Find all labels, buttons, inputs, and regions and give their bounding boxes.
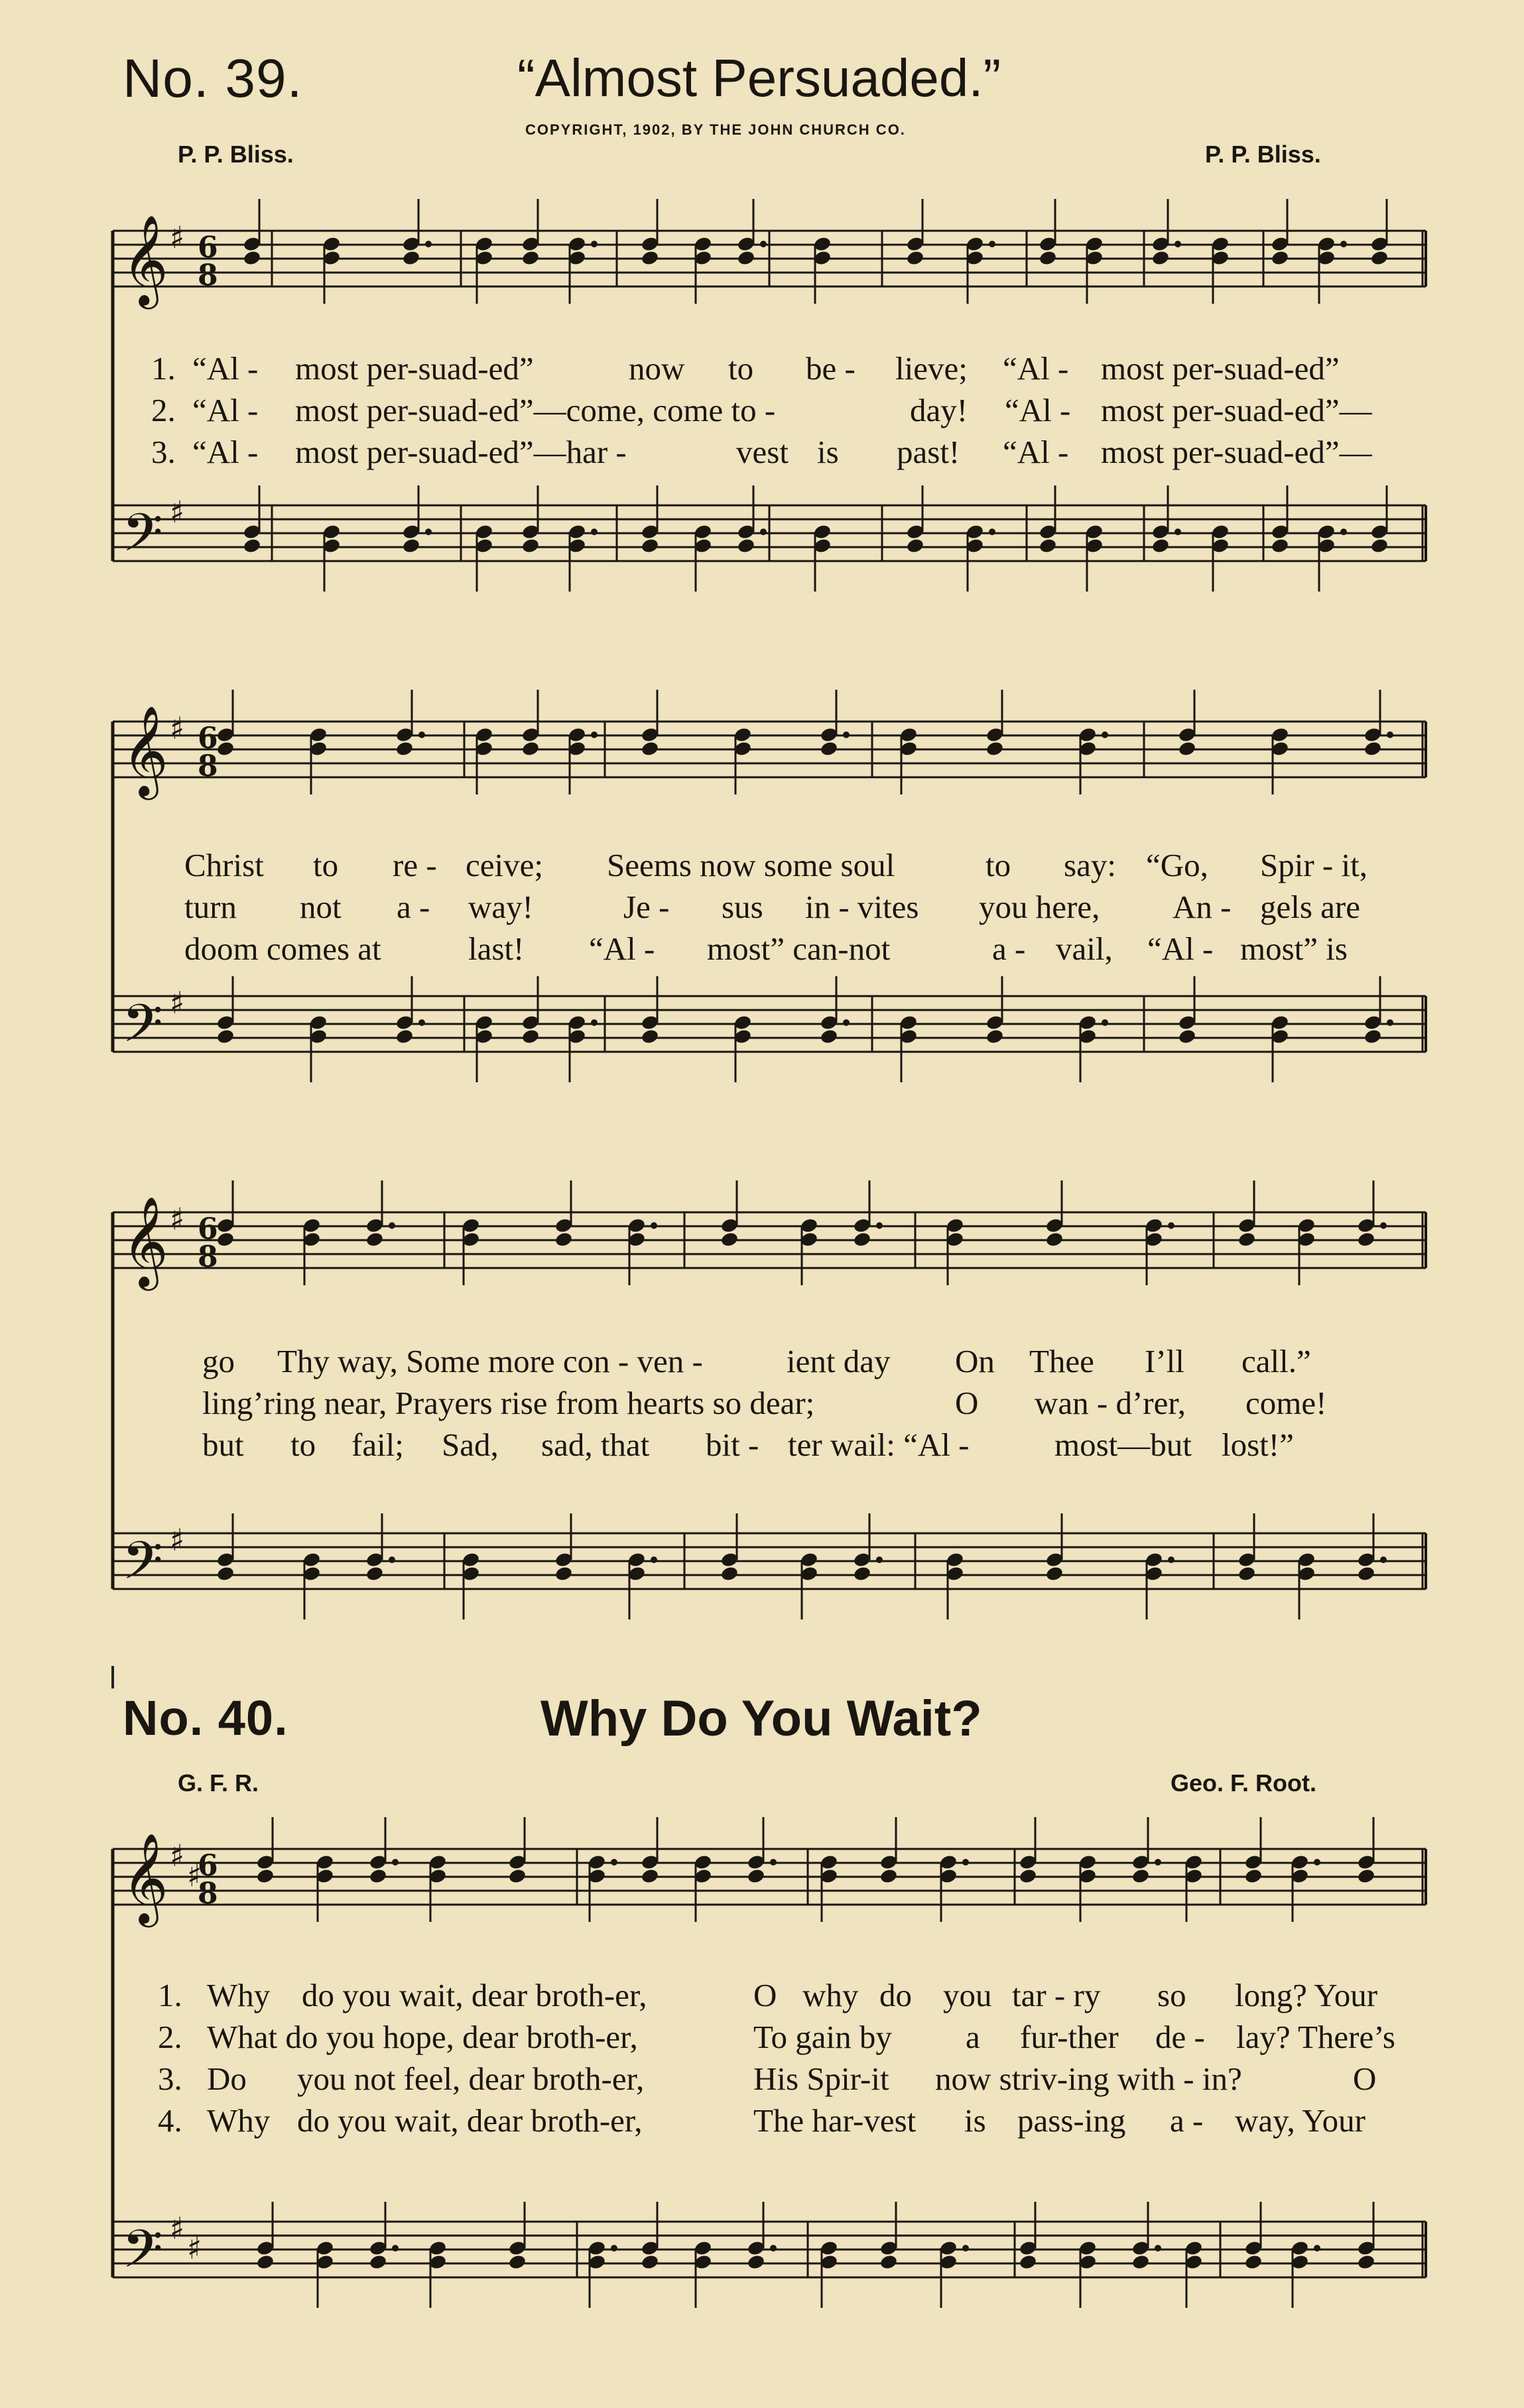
syllable: most per-suad-ed”— [1101, 434, 1372, 470]
note-head [216, 740, 235, 757]
dot [1168, 1556, 1175, 1563]
dot [418, 1019, 425, 1026]
dot [1340, 529, 1347, 535]
note-head [521, 537, 540, 554]
syllable: so [1157, 1977, 1186, 2013]
notes [256, 2202, 1376, 2308]
syllable: I’ll [1145, 1343, 1184, 1379]
syllable: do [879, 1977, 912, 2013]
notes [216, 690, 1393, 794]
syllable: you not feel, dear broth-er, [297, 2060, 645, 2097]
syllable: say: [1064, 847, 1116, 883]
syllable: most—but [1054, 1426, 1192, 1463]
syllable: you here, [979, 889, 1100, 925]
syllable: The har-vest [753, 2102, 917, 2139]
dot [876, 1222, 883, 1229]
note-head [554, 1231, 574, 1247]
note-head [508, 2253, 527, 2270]
note-head [1357, 2253, 1376, 2270]
note-head [1019, 1868, 1038, 1884]
dot [843, 731, 850, 738]
syllable: you [943, 1977, 992, 2013]
time-signature-top: 6 [198, 231, 218, 265]
verse-number: 1. [151, 350, 176, 387]
syllable: most” is [1240, 930, 1348, 967]
syllable: fail; [351, 1426, 404, 1463]
time-signature-bottom: 8 [198, 1877, 218, 1911]
syllable: Why [207, 1977, 271, 2013]
note-head [521, 1028, 540, 1045]
note-head [1039, 537, 1058, 554]
note-head [1271, 249, 1290, 266]
syllable: lay? There’s [1236, 2019, 1395, 2055]
note-head [402, 249, 421, 266]
note-head [853, 1231, 872, 1247]
syllable: ceive; [466, 847, 543, 883]
dot [425, 529, 432, 535]
syllable: not [300, 889, 342, 925]
syllable: bit - [706, 1426, 759, 1463]
time-signature-top: 6 [198, 1849, 218, 1883]
verse-number: 2. [158, 2019, 182, 2055]
syllable: to [290, 1426, 316, 1463]
verse-number: 1. [158, 1977, 182, 2013]
note-head [720, 1565, 739, 1582]
note-head [747, 2253, 766, 2270]
syllable: Thy way, Some more con - ven - [277, 1343, 703, 1379]
syllable: An - [1173, 889, 1232, 925]
sharp-icon: ♯ [170, 220, 185, 255]
dot [389, 1556, 395, 1563]
dot [1314, 1859, 1320, 1866]
syllable: day! [910, 392, 968, 428]
clef-icon: 𝄞 [122, 1832, 168, 1923]
syllable: wan - d’rer, [1035, 1385, 1186, 1421]
syllable: to [313, 847, 339, 883]
dot [591, 529, 598, 535]
note-head [369, 1868, 388, 1884]
syllable: gels are [1260, 889, 1360, 925]
clef-icon: 𝄢 [122, 993, 163, 1067]
dot [1380, 1222, 1387, 1229]
note-head [554, 1565, 574, 1582]
dot [962, 1859, 969, 1866]
note-head [243, 249, 262, 266]
time-signature-top: 6 [198, 722, 218, 755]
syllable: call.” [1241, 1343, 1311, 1379]
syllable: doom comes at [184, 930, 381, 967]
note-head [402, 537, 421, 554]
syllable: fur-ther [1020, 2019, 1119, 2055]
dot [876, 1556, 883, 1563]
dot [843, 1019, 850, 1026]
syllable: most per-suad-ed”—come, come to - [295, 392, 776, 428]
note-head [521, 740, 540, 757]
syllable: do you wait, dear broth-er, [297, 2102, 643, 2139]
sharp-icon: ♯ [170, 1838, 185, 1873]
verse-number: 2. [151, 392, 176, 428]
note-head [1357, 1565, 1376, 1582]
music-credit: P. P. Bliss. [1205, 141, 1321, 168]
syllable: Why [207, 2102, 271, 2139]
syllable: now [629, 350, 685, 387]
note-head [879, 2253, 899, 2270]
note-head [1019, 2253, 1038, 2270]
syllable: “Al - [589, 930, 655, 967]
note-head [1151, 249, 1171, 266]
syllable: most” can-not [707, 930, 891, 967]
sharp-icon: ♯ [170, 985, 185, 1021]
dot [591, 731, 598, 738]
note-head [1178, 1028, 1197, 1045]
syllable: To gain by [753, 2019, 892, 2055]
clef-icon: 𝄞 [122, 704, 168, 796]
syllable: Christ [184, 847, 264, 883]
dot [1102, 1019, 1108, 1026]
note-head [395, 1028, 414, 1045]
clef-icon: 𝄞 [122, 214, 168, 305]
syllable: long? Your [1235, 1977, 1378, 2013]
dot [392, 1859, 399, 1866]
note-head [395, 740, 414, 757]
dot [1380, 1556, 1387, 1563]
note-head [1244, 2253, 1263, 2270]
syllable: last! [468, 930, 525, 967]
note-head [1151, 537, 1171, 554]
music-credit: Geo. F. Root. [1171, 1769, 1316, 1797]
dot [392, 2245, 399, 2251]
note-head [521, 249, 540, 266]
note-head [1364, 1028, 1383, 1045]
dot [962, 2245, 969, 2251]
sharp-icon: ♯ [170, 710, 185, 746]
syllable: do you wait, dear broth-er, [302, 1977, 647, 2013]
notes [243, 485, 1389, 592]
syllable: way! [468, 889, 533, 925]
note-head [906, 249, 925, 266]
notes [243, 199, 1389, 304]
verse-number: 3. [151, 434, 176, 470]
syllable: lost!” [1222, 1426, 1294, 1463]
note-head [1039, 249, 1058, 266]
note-head [906, 537, 925, 554]
note-head [1131, 1868, 1151, 1884]
syllable: vail, [1056, 930, 1113, 967]
dot [760, 529, 767, 535]
dot [770, 2245, 777, 2251]
dot [1168, 1222, 1175, 1229]
dot [1155, 1859, 1161, 1866]
note-head [1045, 1565, 1064, 1582]
note-head [737, 537, 756, 554]
syllable: vest [736, 434, 789, 470]
syllable: to [985, 847, 1011, 883]
syllable: ter wail: “Al - [788, 1426, 970, 1463]
note-head [216, 1565, 235, 1582]
syllable: is [964, 2102, 986, 2139]
note-head [820, 740, 839, 757]
note-head [1238, 1231, 1257, 1247]
notes [216, 1180, 1387, 1285]
note-head [1370, 537, 1389, 554]
staff [113, 2210, 1426, 2293]
syllable: be - [806, 350, 856, 387]
syllable: in - vites [805, 889, 919, 925]
note-head [1271, 537, 1290, 554]
clef-icon: 𝄢 [122, 502, 163, 576]
syllable: “Al - [1003, 350, 1069, 387]
dot [425, 241, 432, 247]
verse-number: 4. [158, 2102, 182, 2139]
staff [113, 214, 1426, 309]
syllable: pass-ing [1017, 2102, 1126, 2139]
notes [216, 976, 1393, 1082]
note-head [853, 1565, 872, 1582]
syllable: go [202, 1343, 235, 1379]
dot [1175, 241, 1181, 247]
syllable: most per-suad-ed”— [1101, 392, 1372, 428]
syllable: sad, that [541, 1426, 650, 1463]
note-head [747, 1868, 766, 1884]
syllable: re - [393, 847, 437, 883]
syllable: now striv-ing with - in? [935, 2060, 1242, 2097]
syllable: “Al - [192, 434, 259, 470]
sharp-icon: ♯ [170, 1522, 185, 1558]
staff [113, 494, 1426, 576]
note-head [985, 1028, 1005, 1045]
hymn-title: Why Do You Wait? [540, 1690, 982, 1747]
dot [611, 2245, 617, 2251]
syllable: come! [1245, 1385, 1327, 1421]
syllable: turn [184, 889, 237, 925]
words-credit: P. P. Bliss. [178, 141, 294, 168]
note-head [1370, 249, 1389, 266]
syllable: ling’ring near, Prayers rise from hearts so dear; [202, 1385, 815, 1421]
verse-number: 3. [158, 2060, 182, 2097]
hymn-number: No. 39. [123, 48, 303, 109]
syllable: a - [397, 889, 430, 925]
time-signature-top: 6 [198, 1212, 218, 1246]
dot [760, 241, 767, 247]
dot [1155, 2245, 1161, 2251]
note-head [1178, 740, 1197, 757]
sharp-icon: ♯ [170, 1201, 185, 1237]
notes [256, 1817, 1376, 1922]
clef-icon: 𝄢 [122, 1530, 163, 1604]
note-head [879, 1868, 899, 1884]
syllable: “Al - [1005, 392, 1071, 428]
staff [113, 985, 1426, 1067]
note-head [1364, 740, 1383, 757]
dot [389, 1222, 395, 1229]
syllable: to [728, 350, 754, 387]
time-signature-bottom: 8 [198, 1240, 218, 1274]
syllable: “Al - [1147, 930, 1214, 967]
note-head [641, 740, 660, 757]
syllable: Do [207, 2060, 247, 2097]
syllable: Thee [1029, 1343, 1094, 1379]
syllable: a - [1170, 2102, 1204, 2139]
note-head [641, 249, 660, 266]
clef-icon: 𝄢 [122, 2218, 163, 2293]
dot [1102, 731, 1108, 738]
sharp-icon: ♯ [170, 2210, 185, 2246]
dot [611, 1859, 617, 1866]
syllable: On [955, 1343, 995, 1379]
note-head [1045, 1231, 1064, 1247]
sharp-icon: ♯ [187, 1858, 202, 1893]
syllable: ient day [787, 1343, 891, 1379]
margin-mark [111, 1666, 114, 1688]
note-head [641, 537, 660, 554]
note-head [365, 1231, 385, 1247]
note-head [256, 2253, 275, 2270]
syllable: de - [1155, 2019, 1205, 2055]
time-signature-bottom: 8 [198, 259, 218, 292]
dot [651, 1222, 657, 1229]
note-head [256, 1868, 275, 1884]
syllable: What do you hope, dear broth-er, [207, 2019, 638, 2055]
note-head [720, 1231, 739, 1247]
note-head [243, 537, 262, 554]
dot [418, 731, 425, 738]
syllable: way, Your [1235, 2102, 1365, 2139]
syllable: O [1353, 2060, 1377, 2097]
time-signature-bottom: 8 [198, 749, 218, 783]
note-head [508, 1868, 527, 1884]
note-head [641, 1028, 660, 1045]
sharp-icon: ♯ [187, 2230, 202, 2266]
dot [1387, 731, 1393, 738]
staff [113, 1832, 1426, 1927]
syllable: past! [897, 434, 960, 470]
dot [1314, 2245, 1320, 2251]
note-head [1357, 1231, 1376, 1247]
hymn-number: No. 40. [123, 1690, 288, 1745]
syllable: a [966, 2019, 980, 2055]
note-head [216, 1231, 235, 1247]
words-credit: G. F. R. [178, 1769, 259, 1797]
syllable: lieve; [895, 350, 968, 387]
syllable: most per-suad-ed” [295, 350, 534, 387]
syllable: “Go, [1146, 847, 1208, 883]
syllable: sus [722, 889, 763, 925]
note-head [369, 2253, 388, 2270]
dot [1387, 1019, 1393, 1026]
syllable: Seems now some soul [607, 847, 895, 883]
note-head [641, 2253, 660, 2270]
syllable: Spir - it, [1260, 847, 1367, 883]
syllable: but [202, 1426, 244, 1463]
dot [651, 1556, 657, 1563]
dot [989, 241, 995, 247]
dot [989, 529, 995, 535]
hymn-title: “Almost Persuaded.” [517, 48, 1001, 107]
syllable: “Al - [192, 392, 259, 428]
syllable: O [753, 1977, 777, 2013]
note-head [985, 740, 1005, 757]
syllable: tar - ry [1012, 1977, 1101, 2013]
note-head [1244, 1868, 1263, 1884]
syllable: Sad, [442, 1426, 499, 1463]
dot [1340, 241, 1347, 247]
sharp-icon: ♯ [170, 494, 185, 530]
note-head [820, 1028, 839, 1045]
staff [113, 704, 1426, 800]
syllable: “Al - [192, 350, 259, 387]
note-head [216, 1028, 235, 1045]
clef-icon: 𝄞 [122, 1195, 168, 1287]
notes [216, 1513, 1387, 1619]
note-head [737, 249, 756, 266]
syllable: most per-suad-ed”—har - [295, 434, 627, 470]
dot [770, 1859, 777, 1866]
syllable: His Spir-it [753, 2060, 889, 2097]
note-head [1357, 1868, 1376, 1884]
syllable: is [817, 434, 839, 470]
copyright-notice: COPYRIGHT, 1902, BY THE JOHN CHURCH CO. [525, 121, 906, 138]
syllable: Je - [623, 889, 670, 925]
dot [591, 1019, 598, 1026]
syllable: “Al - [1003, 434, 1069, 470]
syllable: most per-suad-ed” [1101, 350, 1340, 387]
note-head [365, 1565, 385, 1582]
dot [1175, 529, 1181, 535]
syllable: why [802, 1977, 859, 2013]
note-head [1131, 2253, 1151, 2270]
note-head [1238, 1565, 1257, 1582]
dot [591, 241, 598, 247]
syllable: a - [992, 930, 1026, 967]
syllable: O [955, 1385, 979, 1421]
note-head [641, 1868, 660, 1884]
